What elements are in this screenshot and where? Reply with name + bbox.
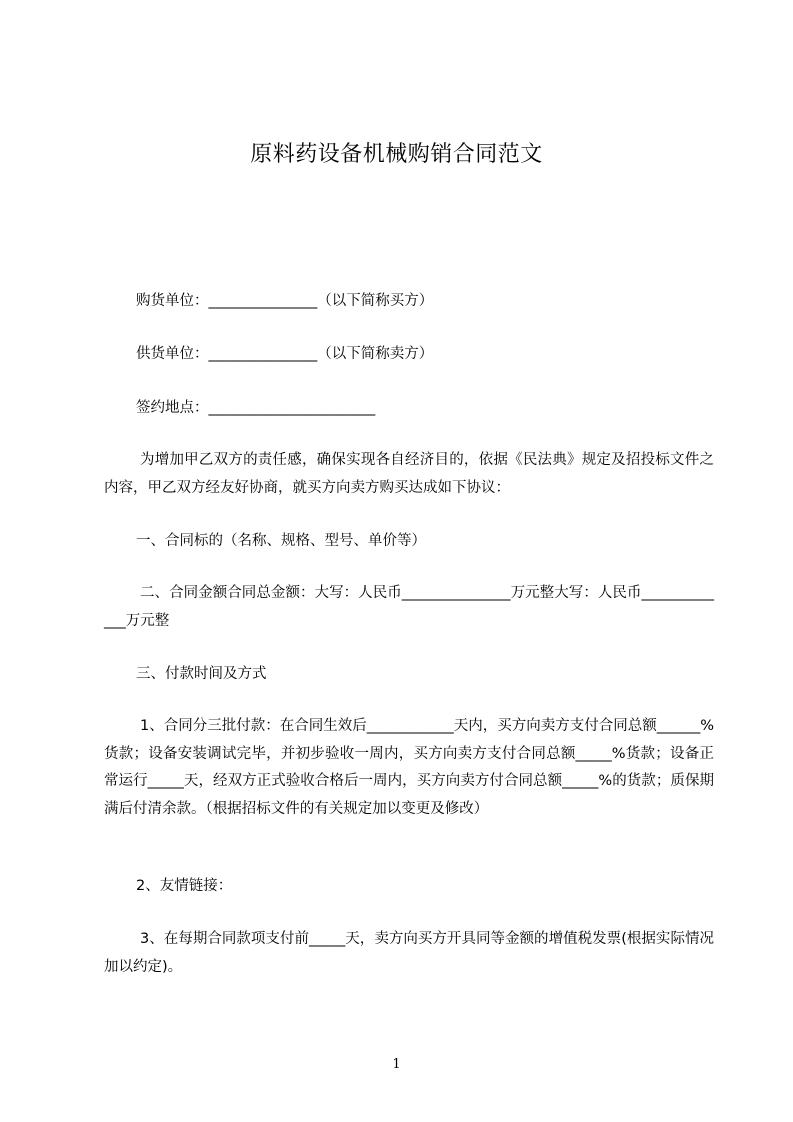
section-3-heading: 三、付款时间及方式: [136, 666, 267, 682]
payment-clause-3: 3、在每期合同款项支付前_____天，卖方向买方开具同等金额的增值税发票(根据实际情况加以约定)。: [104, 931, 714, 975]
section-2-paragraph: 二、合同金额合同总金额：大写：人民币_______________万元整大写：人民币_____________万元整: [104, 585, 714, 629]
preamble-paragraph: 为增加甲乙双方的责任感，确保实现各自经济目的，依据《民法典》规定及招投标文件之内容，甲乙双方经友好协商，就买方向卖方购买达成如下协议：: [104, 452, 714, 496]
payment-clause-1: 1、合同分三批付款：在合同生效后____________天内，买方向卖方支付合同总额______%货款；设备安装调试完毕，并初步验收一周内，买方向卖方支付合同总额_____%货款；设备正常运行_____天，经双方正式验收合格后一周内，买方向卖方付合同总额_____%的货款；质保期满后付清余款。（根据招标文件的有关规定加以变更及修改）: [104, 718, 715, 817]
document-title: 原料药设备机械购销合同范文: [250, 142, 543, 167]
signing-place-field: 签约地点：_______________________: [136, 400, 376, 416]
buyer-field: 购货单位：_______________（以下简称买方）: [136, 293, 434, 309]
payment-clause-2: 2、友情链接：: [136, 878, 233, 894]
seller-field: 供货单位：_______________（以下简称卖方）: [136, 346, 434, 362]
page-number: 1: [392, 1057, 401, 1072]
section-1-heading: 一、合同标的（名称、规格、型号、单价等）: [136, 533, 426, 549]
